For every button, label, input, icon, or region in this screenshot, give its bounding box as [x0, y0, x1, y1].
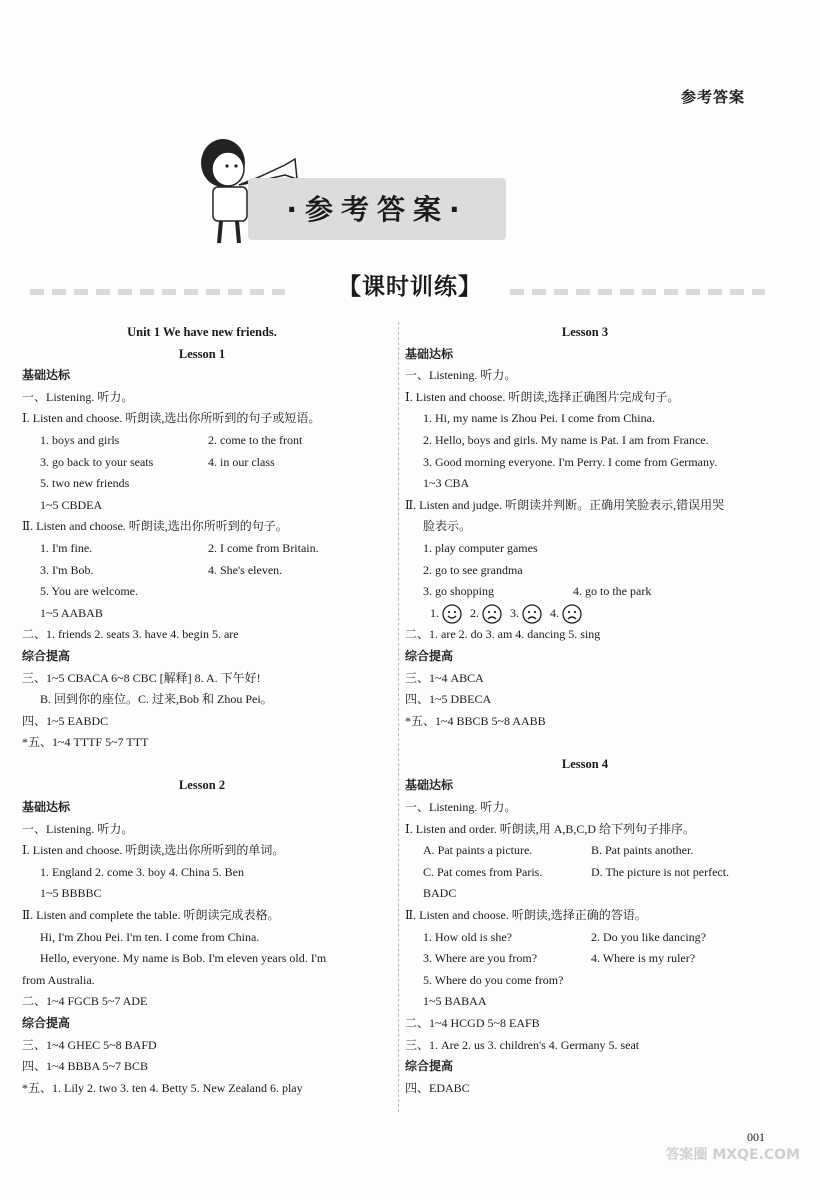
options-row	[405, 581, 765, 603]
page-number: 001	[747, 1130, 765, 1144]
lesson-title: Lesson 3	[561, 325, 609, 339]
answer-line: 1~5 BABAA	[423, 994, 487, 1009]
answer-line: 二、1. friends 2. seats 3. have 4. begin 5. are	[22, 627, 239, 642]
options-row	[22, 452, 382, 474]
options-row	[405, 840, 765, 862]
option: 2. come to the front	[208, 432, 303, 447]
column-divider	[398, 322, 400, 1112]
option: 2. Do you like dancing?	[591, 929, 706, 944]
answer-line: 三、1~4 GHEC 5~8 BAFD	[22, 1037, 157, 1052]
sad-face-icon	[522, 604, 542, 624]
option: 5. Where do you come from?	[423, 972, 564, 987]
answer-line: BADC	[423, 886, 457, 901]
right-column	[405, 322, 765, 1099]
answer-line: 1. Hi, my name is Zhou Pei. I come from China.	[423, 411, 655, 426]
answer-line: B. 回到你的座位。C. 过来,Bob 和 Zhou Pei。	[40, 692, 273, 707]
answer-line: 1. England 2. come 3. boy 4. China 5. Ben	[40, 864, 244, 879]
option: A. Pat paints a picture.	[423, 843, 533, 858]
section-heading: 基础达标	[22, 368, 71, 383]
answer-line: 四、1~4 BBBA 5~7 BCB	[22, 1059, 149, 1074]
question-line: Ⅱ. Listen and complete the table. 听朗读完成表格。	[22, 908, 280, 923]
answer-line: Hello, everyone. My name is Bob. I'm eleven years old. I'm	[40, 951, 327, 966]
option: 4. Where is my ruler?	[591, 951, 696, 966]
option: 3. go back to your seats	[40, 454, 154, 469]
option: 3. I'm Bob.	[40, 562, 94, 577]
option: 1. How old is she?	[423, 929, 512, 944]
question-line: Ⅰ. Listen and choose. 听朗读,选出你所听到的句子或短语。	[22, 411, 321, 426]
option: D. The picture is not perfect.	[591, 864, 730, 879]
left-column	[22, 322, 382, 1099]
faces-answer-row	[405, 603, 765, 625]
question-line: 一、Listening. 听力。	[405, 800, 517, 815]
page-title: ·参考答案·	[286, 193, 468, 226]
option: 1. play computer games	[423, 540, 538, 555]
sad-face-icon	[482, 604, 502, 624]
answer-line: 二、1. are 2. do 3. am 4. dancing 5. sing	[405, 627, 601, 642]
option: 1. boys and girls	[40, 432, 120, 447]
sad-face-icon	[562, 604, 582, 624]
answer-line: 四、1~5 DBECA	[405, 692, 492, 707]
option: 3. Where are you from?	[423, 951, 538, 966]
section-title: 【课时训练】	[338, 274, 482, 300]
answer-line: 三、1. Are 2. us 3. children's 4. Germany 5. seat	[405, 1037, 640, 1052]
option: 1. I'm fine.	[40, 540, 93, 555]
smile-face-icon	[442, 604, 462, 624]
section-heading: 综合提高	[22, 648, 71, 663]
lesson-title: Lesson 1	[178, 346, 226, 361]
section-heading: 基础达标	[405, 346, 454, 361]
answer-line: *五、1~4 BBCB 5~8 AABB	[405, 713, 546, 728]
answer-line: Hi, I'm Zhou Pei. I'm ten. I come from China.	[40, 929, 260, 944]
answer-line: 1~5 BBBBC	[40, 886, 102, 901]
face-number: 1.	[430, 605, 439, 620]
face-number: 3.	[510, 605, 519, 620]
header-tag: 参考答案	[680, 88, 745, 106]
option: B. Pat paints another.	[591, 843, 694, 858]
option: 2. go to see grandma	[423, 562, 523, 577]
lesson-title: Lesson 2	[178, 778, 226, 793]
question-line: 一、Listening. 听力。	[22, 389, 134, 404]
question-line: Ⅱ. Listen and judge. 听朗读并判断。正确用笑脸表示,错误用哭	[405, 497, 725, 512]
options-row	[405, 862, 765, 884]
question-line: Ⅰ. Listen and order. 听朗读,用 A,B,C,D 给下列句子排序。	[405, 821, 696, 836]
lesson-title: Lesson 4	[561, 756, 609, 771]
answer-line: 三、1~4 ABCA	[405, 670, 484, 685]
question-line: 一、Listening. 听力。	[22, 821, 134, 836]
section-heading: 基础达标	[405, 778, 454, 793]
watermark-stamp: 答案圈 MXQE.COM	[665, 1147, 800, 1163]
question-line: Ⅱ. Listen and choose. 听朗读,选择正确的答语。	[405, 908, 647, 923]
question-line: 脸表示。	[423, 519, 472, 534]
answer-line: 1~5 AABAB	[40, 605, 103, 620]
question-line: 一、Listening. 听力。	[405, 368, 517, 383]
options-row	[405, 927, 765, 949]
option: 4. She's eleven.	[208, 562, 283, 577]
option: 4. in our class	[208, 454, 275, 469]
answer-line: from Australia.	[22, 972, 95, 987]
section-heading: 综合提高	[405, 648, 454, 663]
option: 2. I come from Britain.	[208, 540, 319, 555]
option: C. Pat comes from Paris.	[423, 864, 543, 879]
question-line: Ⅱ. Listen and choose. 听朗读,选出你所听到的句子。	[22, 519, 288, 534]
face-number: 4.	[550, 605, 559, 620]
answer-line: *五、1. Lily 2. two 3. ten 4. Betty 5. New Zealand 6. play	[22, 1080, 303, 1095]
options-row	[22, 538, 382, 560]
answer-line: *五、1~4 TTTF 5~7 TTT	[22, 735, 149, 750]
answer-line: 3. Good morning everyone. I'm Perry. I come from Germany.	[423, 454, 718, 469]
answer-line: 2. Hello, boys and girls. My name is Pat. I am from France.	[423, 432, 709, 447]
question-line: Ⅰ. Listen and choose. 听朗读,选择正确图片完成句子。	[405, 389, 680, 404]
question-line: Ⅰ. Listen and choose. 听朗读,选出你所听到的单词。	[22, 843, 285, 858]
options-row	[405, 948, 765, 970]
answer-line: 四、1~5 EABDC	[22, 713, 109, 728]
section-heading: 综合提高	[22, 1016, 71, 1030]
option: 5. two new friends	[40, 476, 130, 491]
option: 4. go to the park	[573, 584, 652, 599]
answer-line: 四、EDABC	[405, 1080, 470, 1095]
answer-line: 1~5 CBDEA	[40, 497, 103, 512]
face-number: 2.	[470, 605, 479, 620]
section-heading: 综合提高	[405, 1059, 454, 1074]
option: 3. go shopping	[423, 584, 495, 599]
options-row	[22, 430, 382, 452]
options-row	[22, 560, 382, 582]
answer-line: 1~3 CBA	[423, 476, 470, 491]
answer-line: 二、1~4 FGCB 5~7 ADE	[22, 994, 148, 1009]
unit-title: Unit 1 We have new friends.	[127, 325, 277, 339]
answer-line: 三、1~5 CBACA 6~8 CBC [解释] 8. A. 下午好!	[22, 670, 261, 685]
option: 5. You are welcome.	[40, 584, 138, 599]
section-heading: 基础达标	[22, 800, 71, 815]
answer-line: 二、1~4 HCGD 5~8 EAFB	[405, 1016, 540, 1030]
